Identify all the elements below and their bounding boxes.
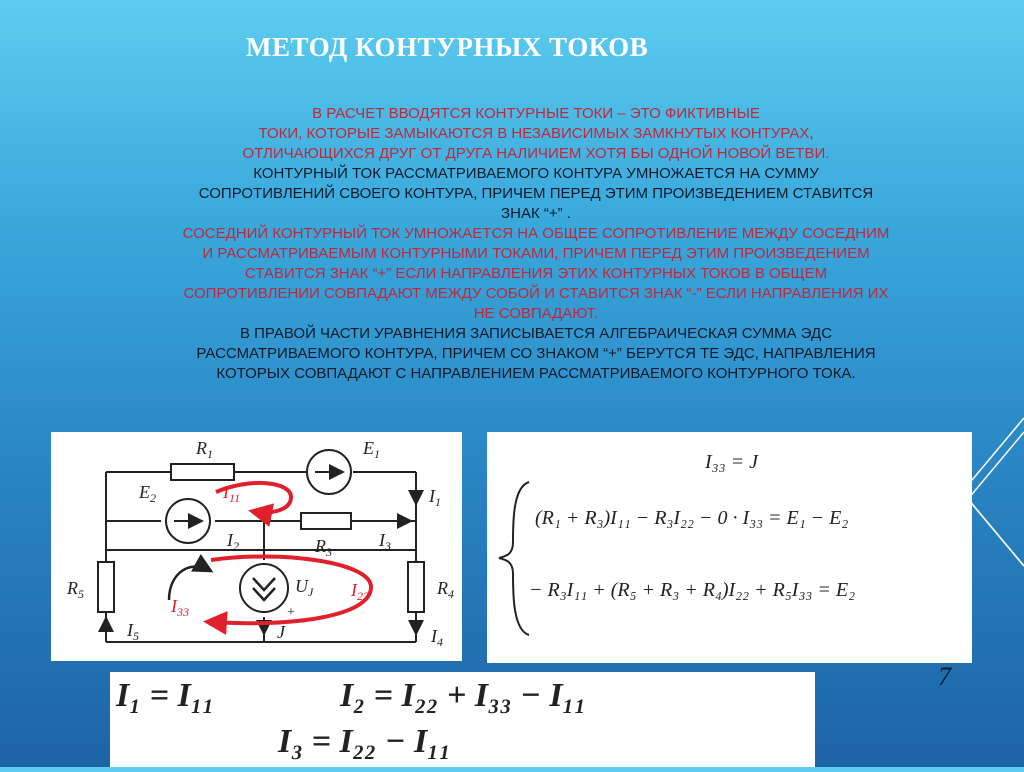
label-r1: $R_1$ <box>196 438 213 461</box>
label-i4: $I_4$ <box>431 626 443 649</box>
slide-title: МЕТОД КОНТУРНЫХ ТОКОВ <box>246 32 649 62</box>
system-brace <box>499 482 529 635</box>
label-r5: $R_5$ <box>67 578 84 601</box>
label-i1: $I_1$ <box>429 486 441 509</box>
label-e2: $E_2$ <box>139 482 156 505</box>
label-i3: $I_3$ <box>379 530 391 553</box>
label-i22: $I_{22}$ <box>351 580 369 603</box>
label-i5: $I_5$ <box>127 620 139 643</box>
label-i11: $I_{11}$ <box>223 482 241 505</box>
result-i1: I₁ = I₁₁ <box>116 677 215 714</box>
equation-2: − R₃I₁₁ + (R₅ + R₃ + R₄)I₂₂ + R₅I₃₃ = E₂ <box>529 579 856 601</box>
equations-panel <box>487 432 972 663</box>
body-line: СТАВИТСЯ ЗНАК “+” ЕСЛИ НАПРАВЛЕНИЯ ЭТИХ КОНТУРНЫХ ТОКОВ В ОБЩЕМ <box>244 265 828 282</box>
body-line: РАССМАТРИВАЕМОГО КОНТУРА, ПРИЧЕМ СО ЗНАКОМ “+” БЕРУТСЯ ТЕ ЭДС, НАПРАВЛЕНИЯ <box>196 345 876 362</box>
body-line: СОСЕДНИЙ КОНТУРНЫЙ ТОК УМНОЖАЕТСЯ НА ОБЩЕЕ СОПРОТИВЛЕНИЕ МЕЖДУ СОСЕДНИМ <box>182 225 890 242</box>
body-line: ТОКИ, КОТОРЫЕ ЗАМЫКАЮТСЯ В НЕЗАВИСИМЫХ ЗАМКНУТЫХ КОНТУРАХ, <box>258 125 814 142</box>
body-line: В ПРАВОЙ ЧАСТИ УРАВНЕНИЯ ЗАПИСЫВАЕТСЯ АЛГЕБРАИЧЕСКАЯ СУММА ЭДС <box>239 325 833 342</box>
body-text <box>60 104 1012 384</box>
result-i2: I₂ = I₂₂ + I₃₃ − I₁₁ <box>340 677 587 714</box>
label-r4: $R_4$ <box>437 578 454 601</box>
label-r3: $R_3$ <box>315 536 332 559</box>
circuit-diagram <box>51 432 462 661</box>
body-line: В РАСЧЕТ ВВОДЯТСЯ КОНТУРНЫЕ ТОКИ – ЭТО ФИКТИВНЫЕ <box>312 105 760 122</box>
label-plus: + <box>287 605 295 620</box>
equations-svg <box>487 432 972 663</box>
equation-i33: I₃₃ = J <box>705 451 758 473</box>
body-line: ОТЛИЧАЮЩИХСЯ ДРУГ ОТ ДРУГА НАЛИЧИЕМ ХОТЯ БЫ ОДНОЙ НОВОЙ ВЕТВИ. <box>242 145 830 162</box>
label-i2: $I_2$ <box>227 530 239 553</box>
body-line: КОНТУРНЫЙ ТОК РАССМАТРИВАЕМОГО КОНТУРА УМНОЖАЕТСЯ НА СУММУ <box>253 165 819 182</box>
body-line: И РАССМАТРИВАЕМЫМ КОНТУРНЫМИ ТОКАМИ, ПРИЧЕМ ПЕРЕД ЭТИМ ПРОИЗВЕДЕНИЕМ <box>202 245 870 262</box>
results-panel <box>110 672 815 767</box>
loop-current-i33 <box>169 567 209 600</box>
page-number: 7 <box>938 662 951 691</box>
source-e2 <box>166 499 210 543</box>
body-line: СОПРОТИВЛЕНИЙ СВОЕГО КОНТУРА, ПРИЧЕМ ПЕРЕД ЭТИМ ПРОИЗВЕДЕНИЕМ СТАВИТСЯ <box>198 185 874 202</box>
body-line: СОПРОТИВЛЕНИИ СОВПАДАЮТ МЕЖДУ СОБОЙ И СТАВИТСЯ ЗНАК “-” ЕСЛИ НАПРАВЛЕНИЯ ИХ <box>183 285 889 302</box>
label-j: J <box>277 622 285 642</box>
source-e1 <box>307 450 351 494</box>
circuit-svg <box>51 432 462 661</box>
resistor-r3 <box>301 513 351 529</box>
body-line: КОТОРЫХ СОВПАДАЮТ С НАПРАВЛЕНИЕМ РАССМАТРИВАЕМОГО КОНТУРНОГО ТОКА. <box>216 365 856 382</box>
equation-1: (R₁ + R₃)I₁₁ − R₃I₂₂ − 0 · I₃₃ = E₁ − E₂ <box>535 507 849 529</box>
resistor-r4 <box>408 562 424 612</box>
result-i3: I₃ = I₂₂ − I₁₁ <box>278 723 451 760</box>
results-svg <box>110 672 815 767</box>
resistor-r1 <box>171 464 234 480</box>
current-source-j <box>240 564 288 612</box>
resistor-r5 <box>98 562 114 612</box>
label-e1: $E_1$ <box>363 438 380 461</box>
body-line: ЗНАК “+” . <box>501 205 571 222</box>
label-i33: $I_{33}$ <box>171 596 189 619</box>
label-uj: $U_J$ <box>295 576 314 599</box>
body-line: НЕ СОВПАДАЮТ. <box>473 305 599 322</box>
